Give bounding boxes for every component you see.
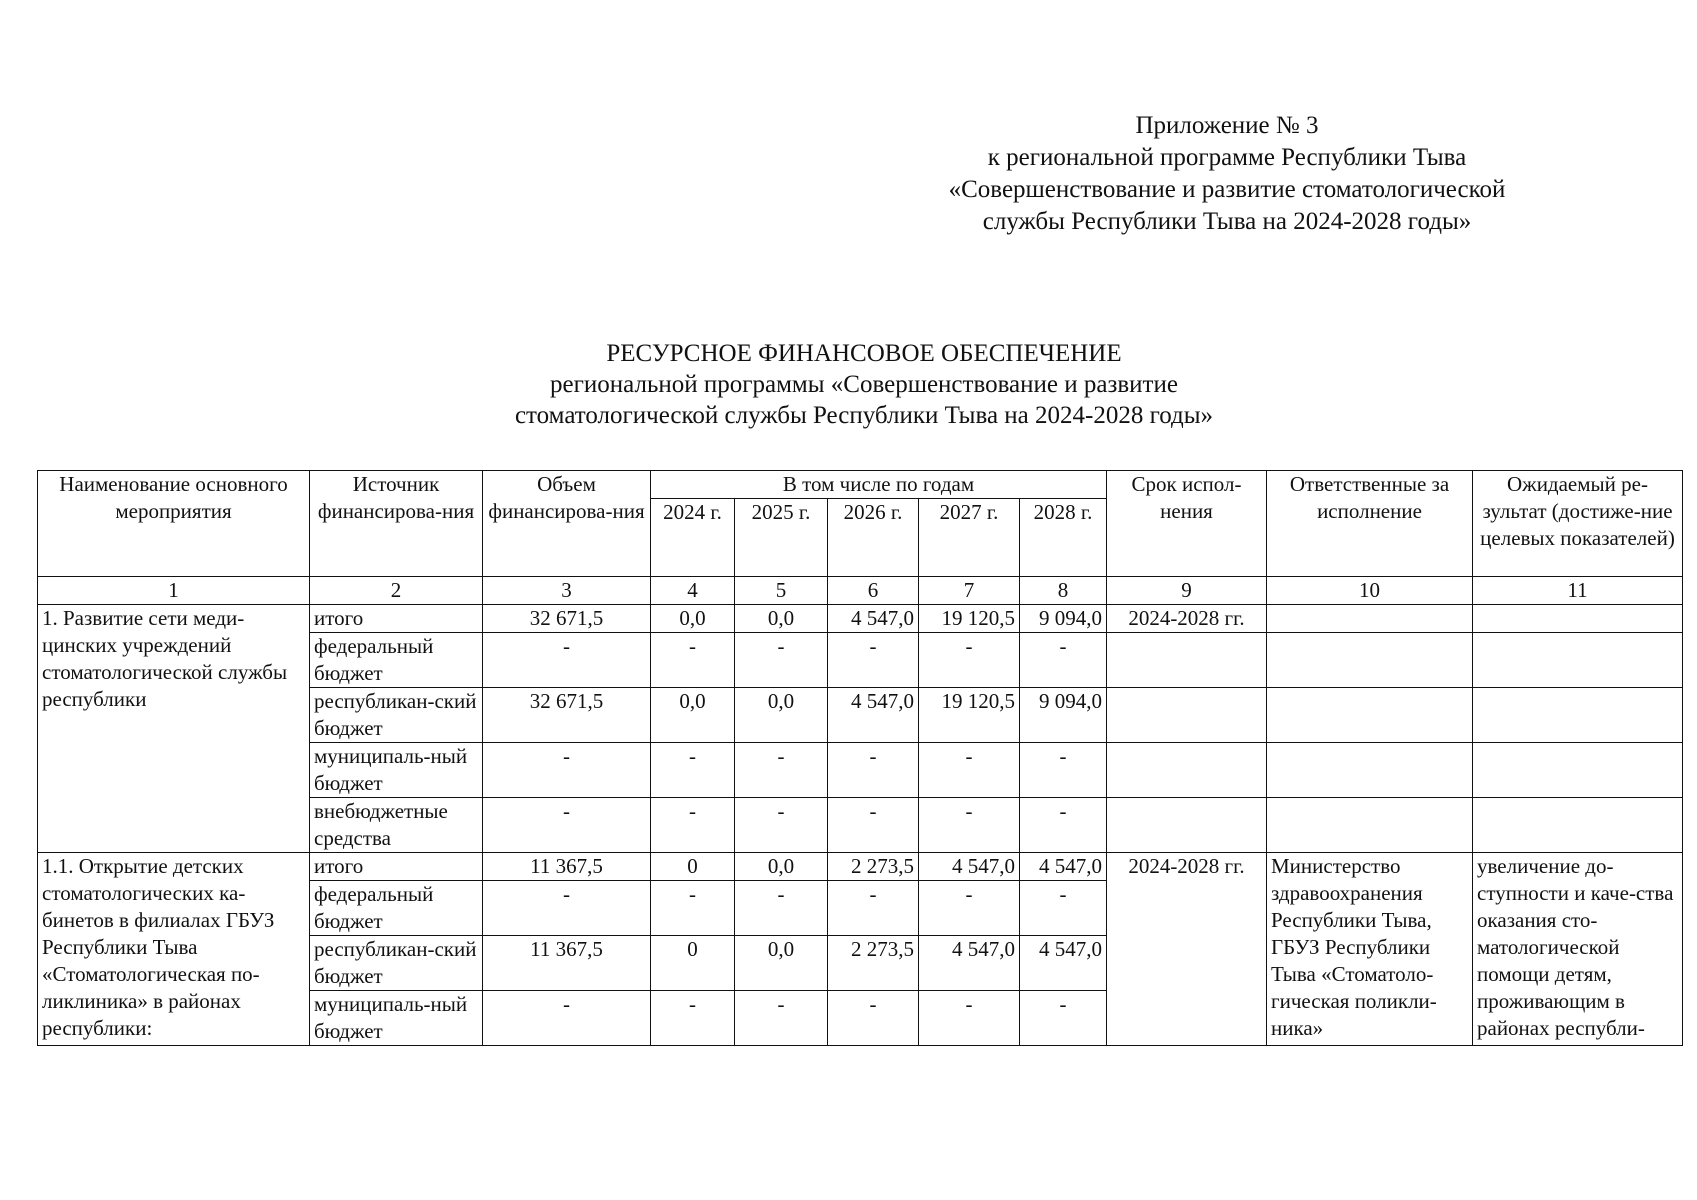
year-2026-cell: 2 273,5 [828, 853, 919, 881]
year-2027-cell: 19 120,5 [919, 605, 1020, 633]
term-cell: 2024-2028 гг. [1107, 853, 1267, 1046]
empty-cell [1473, 798, 1683, 853]
header-year-2025: 2025 г. [735, 499, 828, 577]
year-2028-cell: 9 094,0 [1020, 605, 1107, 633]
empty-cell [1267, 798, 1473, 853]
table-row [38, 853, 1683, 881]
column-number: 10 [1267, 577, 1473, 605]
source-cell: итого [310, 853, 483, 881]
year-2028-cell: - [1020, 798, 1107, 853]
column-numbers-row [38, 577, 1683, 605]
volume-cell: 11 367,5 [483, 853, 651, 881]
table-row [38, 605, 1683, 633]
year-2026-cell: 4 547,0 [828, 688, 919, 743]
responsible-cell: Министерство здравоохранения Республики Тыва, ГБУЗ Республики Тыва «Стоматоло-гическая поликли-ника» [1267, 853, 1473, 1046]
year-2025-cell: - [735, 798, 828, 853]
year-2025-cell: 0,0 [735, 936, 828, 991]
column-number: 8 [1020, 577, 1107, 605]
year-2024-cell: - [651, 633, 735, 688]
header-responsible: Ответственные за исполнение [1267, 471, 1473, 577]
measure-group-1 [38, 605, 1683, 853]
column-number: 5 [735, 577, 828, 605]
column-number: 3 [483, 577, 651, 605]
year-2026-cell: 2 273,5 [828, 936, 919, 991]
table-header [38, 471, 1683, 605]
column-number: 4 [651, 577, 735, 605]
title-line-3: стоматологической службы Республики Тыва на 2024-2028 годы» [514, 402, 1214, 429]
title-line-1: РЕСУРСНОЕ ФИНАНСОВОЕ ОБЕСПЕЧЕНИЕ [606, 340, 1122, 367]
year-2024-cell: 0,0 [651, 605, 735, 633]
year-2026-cell: 4 547,0 [828, 605, 919, 633]
header-year-2028: 2028 г. [1020, 499, 1107, 577]
year-2028-cell: - [1020, 991, 1107, 1046]
column-number: 1 [38, 577, 310, 605]
year-2024-cell: - [651, 798, 735, 853]
appendix-line-1: Приложение № 3 [1135, 112, 1319, 139]
header-name: Наименование основного мероприятия [38, 471, 310, 577]
empty-cell [1473, 743, 1683, 798]
year-2025-cell: 0,0 [735, 853, 828, 881]
year-2027-cell: 19 120,5 [919, 688, 1020, 743]
empty-cell [1473, 688, 1683, 743]
result-cell: увеличение до-ступности и каче-ства оказания сто-матологической помощи детям, проживающим в районах республи- [1473, 853, 1683, 1046]
header-volume: Объем финансирова-ния [483, 471, 651, 577]
volume-cell: - [483, 881, 651, 936]
year-2028-cell: 4 547,0 [1020, 853, 1107, 881]
year-2025-cell: - [735, 881, 828, 936]
year-2025-cell: 0,0 [735, 688, 828, 743]
year-2027-cell: - [919, 743, 1020, 798]
source-cell: итого [310, 605, 483, 633]
source-cell: федеральный бюджет [310, 881, 483, 936]
empty-cell [1473, 633, 1683, 688]
volume-cell: - [483, 798, 651, 853]
year-2028-cell: - [1020, 881, 1107, 936]
header-year-2026: 2026 г. [828, 499, 919, 577]
year-2025-cell: - [735, 991, 828, 1046]
volume-cell: 32 671,5 [483, 688, 651, 743]
column-number: 7 [919, 577, 1020, 605]
title-line-2: региональной программы «Совершенствование и развитие [550, 371, 1178, 398]
result-cell [1473, 605, 1683, 633]
column-number: 2 [310, 577, 483, 605]
financing-table [37, 470, 1683, 1046]
year-2026-cell: - [828, 991, 919, 1046]
year-2027-cell: 4 547,0 [919, 936, 1020, 991]
term-cell: 2024-2028 гг. [1107, 605, 1267, 633]
year-2026-cell: - [828, 881, 919, 936]
header-result: Ожидаемый ре-зультат (достиже-ние целевых показателей) [1473, 471, 1683, 577]
header-by-years: В том числе по годам [651, 471, 1107, 499]
document-title [0, 338, 1697, 431]
year-2026-cell: - [828, 798, 919, 853]
header-year-2024: 2024 г. [651, 499, 735, 577]
year-2026-cell: - [828, 633, 919, 688]
volume-cell: - [483, 991, 651, 1046]
empty-cell [1107, 688, 1267, 743]
column-number: 9 [1107, 577, 1267, 605]
year-2027-cell: - [919, 633, 1020, 688]
year-2024-cell: - [651, 991, 735, 1046]
empty-cell [1267, 633, 1473, 688]
year-2025-cell: - [735, 633, 828, 688]
appendix-line-3: «Совершенствование и развитие стоматологической [948, 176, 1506, 203]
year-2027-cell: - [919, 881, 1020, 936]
volume-cell: 32 671,5 [483, 605, 651, 633]
source-cell: муниципаль-ный бюджет [310, 743, 483, 798]
empty-cell [1267, 743, 1473, 798]
header-term: Срок испол-нения [1107, 471, 1267, 577]
year-2024-cell: 0 [651, 936, 735, 991]
volume-cell: - [483, 743, 651, 798]
source-cell: федеральный бюджет [310, 633, 483, 688]
year-2028-cell: - [1020, 743, 1107, 798]
year-2027-cell: 4 547,0 [919, 853, 1020, 881]
column-number: 6 [828, 577, 919, 605]
empty-cell [1107, 798, 1267, 853]
year-2028-cell: 4 547,0 [1020, 936, 1107, 991]
appendix-line-4: службы Республики Тыва на 2024-2028 годы» [982, 208, 1472, 235]
measure-name: 1.1. Открытие детских стоматологических ка-бинетов в филиалах ГБУЗ Республики Тыва «Стоматологическая по-ликлиника» в районах республики: [38, 853, 310, 1046]
year-2025-cell: - [735, 743, 828, 798]
appendix-block [907, 110, 1547, 238]
empty-cell [1107, 743, 1267, 798]
measure-name: 1. Развитие сети меди-цинских учреждений стоматологической службы республики [38, 605, 310, 853]
volume-cell: 11 367,5 [483, 936, 651, 991]
year-2024-cell: 0 [651, 853, 735, 881]
source-cell: внебюджетные средства [310, 798, 483, 853]
volume-cell: - [483, 633, 651, 688]
year-2027-cell: - [919, 991, 1020, 1046]
header-year-2027: 2027 г. [919, 499, 1020, 577]
source-cell: республикан-ский бюджет [310, 936, 483, 991]
measure-group-1-1 [38, 853, 1683, 1046]
year-2027-cell: - [919, 798, 1020, 853]
column-number: 11 [1473, 577, 1683, 605]
year-2028-cell: 9 094,0 [1020, 688, 1107, 743]
empty-cell [1107, 633, 1267, 688]
responsible-cell [1267, 605, 1473, 633]
empty-cell [1267, 688, 1473, 743]
year-2025-cell: 0,0 [735, 605, 828, 633]
year-2024-cell: 0,0 [651, 688, 735, 743]
year-2026-cell: - [828, 743, 919, 798]
source-cell: муниципаль-ный бюджет [310, 991, 483, 1046]
year-2028-cell: - [1020, 633, 1107, 688]
source-cell: республикан-ский бюджет [310, 688, 483, 743]
year-2024-cell: - [651, 743, 735, 798]
appendix-line-2: к региональной программе Республики Тыва [987, 144, 1467, 171]
year-2024-cell: - [651, 881, 735, 936]
header-source: Источник финансирова-ния [310, 471, 483, 577]
